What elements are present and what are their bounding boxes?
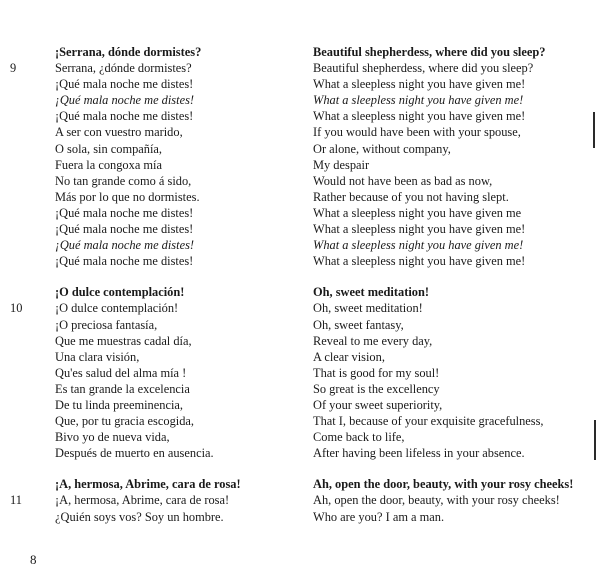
- stanza-section: [10, 44, 290, 269]
- section-title: ¡O dulce contemplación!: [55, 285, 185, 300]
- verse-line: ¡Qué mala noche me distes!: [55, 77, 194, 92]
- verse-line: If you would have been with your spouse,: [313, 125, 521, 140]
- track-number: 9: [10, 61, 17, 76]
- right-edge-mark: [593, 112, 595, 148]
- verse-line: ¡O dulce contemplación!: [55, 301, 179, 316]
- verse-line: Rather because of you not having slept.: [313, 189, 509, 204]
- verse-line: What a sleepless night you have given me!: [313, 238, 524, 253]
- verse-line: ¡Qué mala noche me distes!: [55, 254, 194, 269]
- verse-line: Beautiful shepherdess, where did you sleep?: [313, 61, 534, 76]
- verse-line: A clear vision,: [313, 349, 385, 364]
- track-number: 11: [10, 493, 22, 508]
- verse-line: Es tan grande la excelencia: [55, 381, 190, 396]
- verse-line: ¡Qué mala noche me distes!: [55, 205, 194, 220]
- verse-line: ¡O preciosa fantasía,: [55, 317, 158, 332]
- verse-line: Come back to life,: [313, 430, 405, 445]
- verse-line: Who are you? I am a man.: [313, 509, 445, 524]
- verse-line: That is good for my soul!: [313, 365, 440, 380]
- right-edge-mark: [594, 420, 596, 460]
- verse-line: Que me muestras cadal día,: [55, 333, 192, 348]
- verse-line: My despair: [313, 157, 370, 172]
- verse-line: De tu linda preeminencia,: [55, 397, 183, 412]
- stanza-section: [313, 284, 583, 461]
- verse-line: No tan grande como á sido,: [55, 173, 192, 188]
- verse-line: Oh, sweet meditation!: [313, 301, 423, 316]
- stanza-section: [10, 284, 290, 461]
- verse-line: Reveal to me every day,: [313, 333, 433, 348]
- track-number: 10: [10, 301, 23, 316]
- verse-line: ¡Qué mala noche me distes!: [55, 238, 195, 253]
- section-title: ¡A, hermosa, Abrime, cara de rosa!: [55, 477, 241, 492]
- verse-line: What a sleepless night you have given me: [313, 205, 522, 220]
- verse-line: ¡Qué mala noche me distes!: [55, 109, 194, 124]
- verse-line: Or alone, without company,: [313, 141, 451, 156]
- verse-line: Bivo yo de nueva vida,: [55, 430, 170, 445]
- stanza-section: [313, 44, 583, 269]
- verse-line: Que, por tu gracia escogida,: [55, 414, 194, 429]
- verse-line: What a sleepless night you have given me!: [313, 77, 526, 92]
- verse-line: Más por lo que no dormistes.: [55, 189, 200, 204]
- verse-line: So great is the excellency: [313, 381, 440, 396]
- verse-line: Would not have been as bad as now,: [313, 173, 493, 188]
- stanza-section: [10, 476, 290, 524]
- verse-line: O sola, sin compañía,: [55, 141, 163, 156]
- verse-line: Una clara visión,: [55, 349, 140, 364]
- verse-line: Qu'es salud del alma mía !: [55, 365, 187, 380]
- verse-line: Ah, open the door, beauty, with your rosy cheeks!: [313, 493, 560, 508]
- page-number: 8: [30, 552, 37, 567]
- verse-line: ¡A, hermosa, Abrime, cara de rosa!: [55, 493, 230, 508]
- verse-line: ¡Qué mala noche me distes!: [55, 222, 194, 237]
- section-title: Ah, open the door, beauty, with your rosy cheeks!: [313, 477, 574, 492]
- verse-line: ¿Quién soys vos? Soy un hombre.: [55, 509, 224, 524]
- verse-line: What a sleepless night you have given me!: [313, 109, 526, 124]
- section-title: ¡Serrana, dónde dormistes?: [55, 45, 202, 59]
- verse-line: What a sleepless night you have given me!: [313, 222, 526, 237]
- verse-line: Después de muerto en ausencia.: [55, 446, 214, 461]
- verse-line: A ser con vuestro marido,: [55, 125, 183, 140]
- section-title: Beautiful shepherdess, where did you sleep?: [313, 45, 546, 59]
- verse-line: What a sleepless night you have given me!: [313, 93, 524, 108]
- section-title: Oh, sweet meditation!: [313, 285, 429, 300]
- verse-line: Serrana, ¿dónde dormistes?: [55, 61, 192, 76]
- english-column: [313, 44, 583, 525]
- verse-line: What a sleepless night you have given me!: [313, 254, 526, 269]
- verse-line: Of your sweet superiority,: [313, 397, 443, 412]
- verse-line: Fuera la congoxa mía: [55, 157, 163, 172]
- verse-line: That I, because of your exquisite gracefulness,: [313, 414, 544, 429]
- verse-line: After having been lifeless in your absence.: [313, 446, 525, 461]
- spanish-column: [10, 44, 290, 525]
- stanza-section: [313, 476, 583, 524]
- verse-line: Oh, sweet fantasy,: [313, 317, 404, 332]
- verse-line: ¡Qué mala noche me distes!: [55, 93, 195, 108]
